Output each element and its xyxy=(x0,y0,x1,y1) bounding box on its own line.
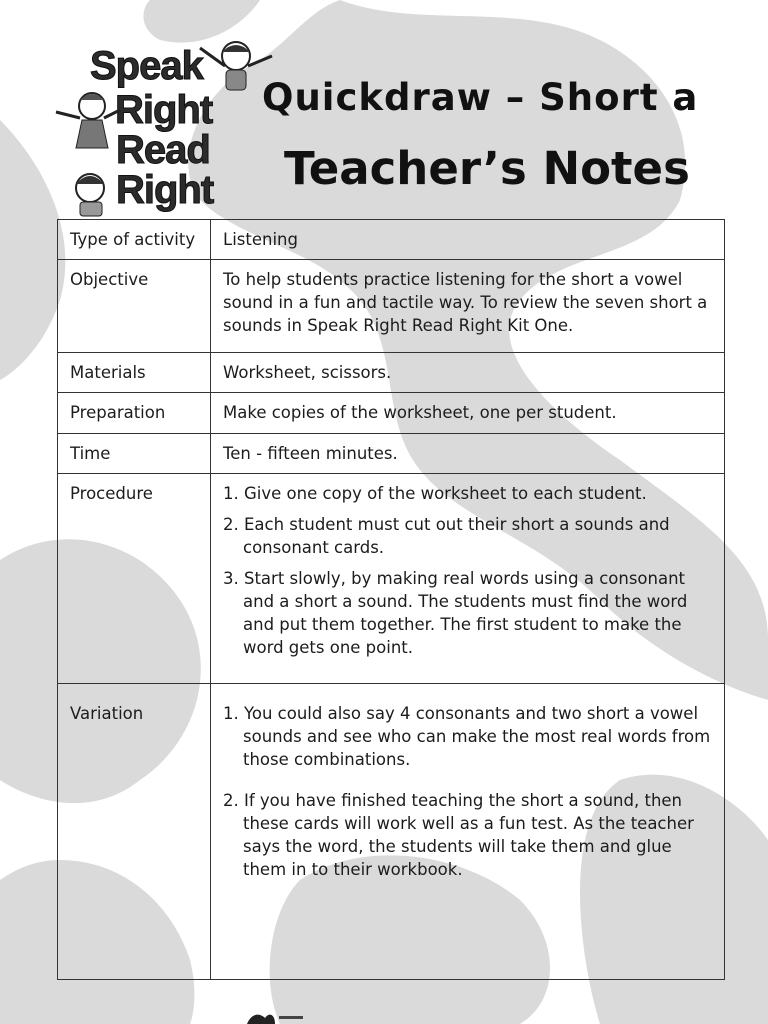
table-row xyxy=(58,353,725,393)
list-item: 2. If you have finished teaching the short a sound, then these cards will work well as a fun test. As the teacher says the word, the students will take them and glue them in to their workbook. xyxy=(223,791,694,879)
teacher-notes-table xyxy=(57,219,725,980)
list-item: 3. Start slowly, by making real words using a consonant and a short a sound. The students must find the word and put them together. The first student to make the word gets one point. xyxy=(223,569,688,657)
row-value: Worksheet, scissors. xyxy=(211,353,725,393)
row-label: Materials xyxy=(58,353,211,393)
row-value: Make copies of the worksheet, one per student. xyxy=(211,393,725,434)
table-row xyxy=(58,434,725,474)
cartoon-kids-icon xyxy=(50,38,290,218)
row-value: Listening xyxy=(211,220,725,260)
page-subtitle: Teacher’s Notes xyxy=(284,142,690,195)
row-value xyxy=(211,474,725,684)
list-item: 2. Each student must cut out their short a sounds and consonant cards. xyxy=(223,515,670,557)
table-row xyxy=(58,220,725,260)
row-label: Time xyxy=(58,434,211,474)
table-row xyxy=(58,684,725,980)
row-label: Objective xyxy=(58,260,211,353)
row-value xyxy=(211,684,725,980)
row-label: Type of activity xyxy=(58,220,211,260)
list-item: 1. You could also say 4 consonants and two short a vowel sounds and see who can make the most real words from those combinations. xyxy=(223,704,711,769)
table-row xyxy=(58,474,725,684)
logo-word-speak: Speak xyxy=(90,44,203,88)
procedure-steps xyxy=(223,482,712,659)
row-value: Ten - fifteen minutes. xyxy=(211,434,725,474)
row-label: Variation xyxy=(58,684,211,980)
logo-word-read: Read xyxy=(116,128,210,172)
logo-word-right-1: Right xyxy=(115,88,213,132)
speak-right-read-right-logo xyxy=(50,38,290,218)
row-label: Procedure xyxy=(58,474,211,684)
table-row xyxy=(58,393,725,434)
variation-steps xyxy=(223,702,712,881)
logo-word-right-2: Right xyxy=(116,168,214,212)
page-title: Quickdraw – Short a xyxy=(262,76,699,119)
table-row xyxy=(58,260,725,353)
list-item: 1. Give one copy of the worksheet to each student. xyxy=(223,484,647,503)
row-label: Preparation xyxy=(58,393,211,434)
row-value: To help students practice listening for the short a vowel sound in a fun and tactile way. To review the seven short a sounds in Speak Right Read Right Kit One. xyxy=(211,260,725,353)
publisher-logo-icon xyxy=(245,1010,305,1024)
